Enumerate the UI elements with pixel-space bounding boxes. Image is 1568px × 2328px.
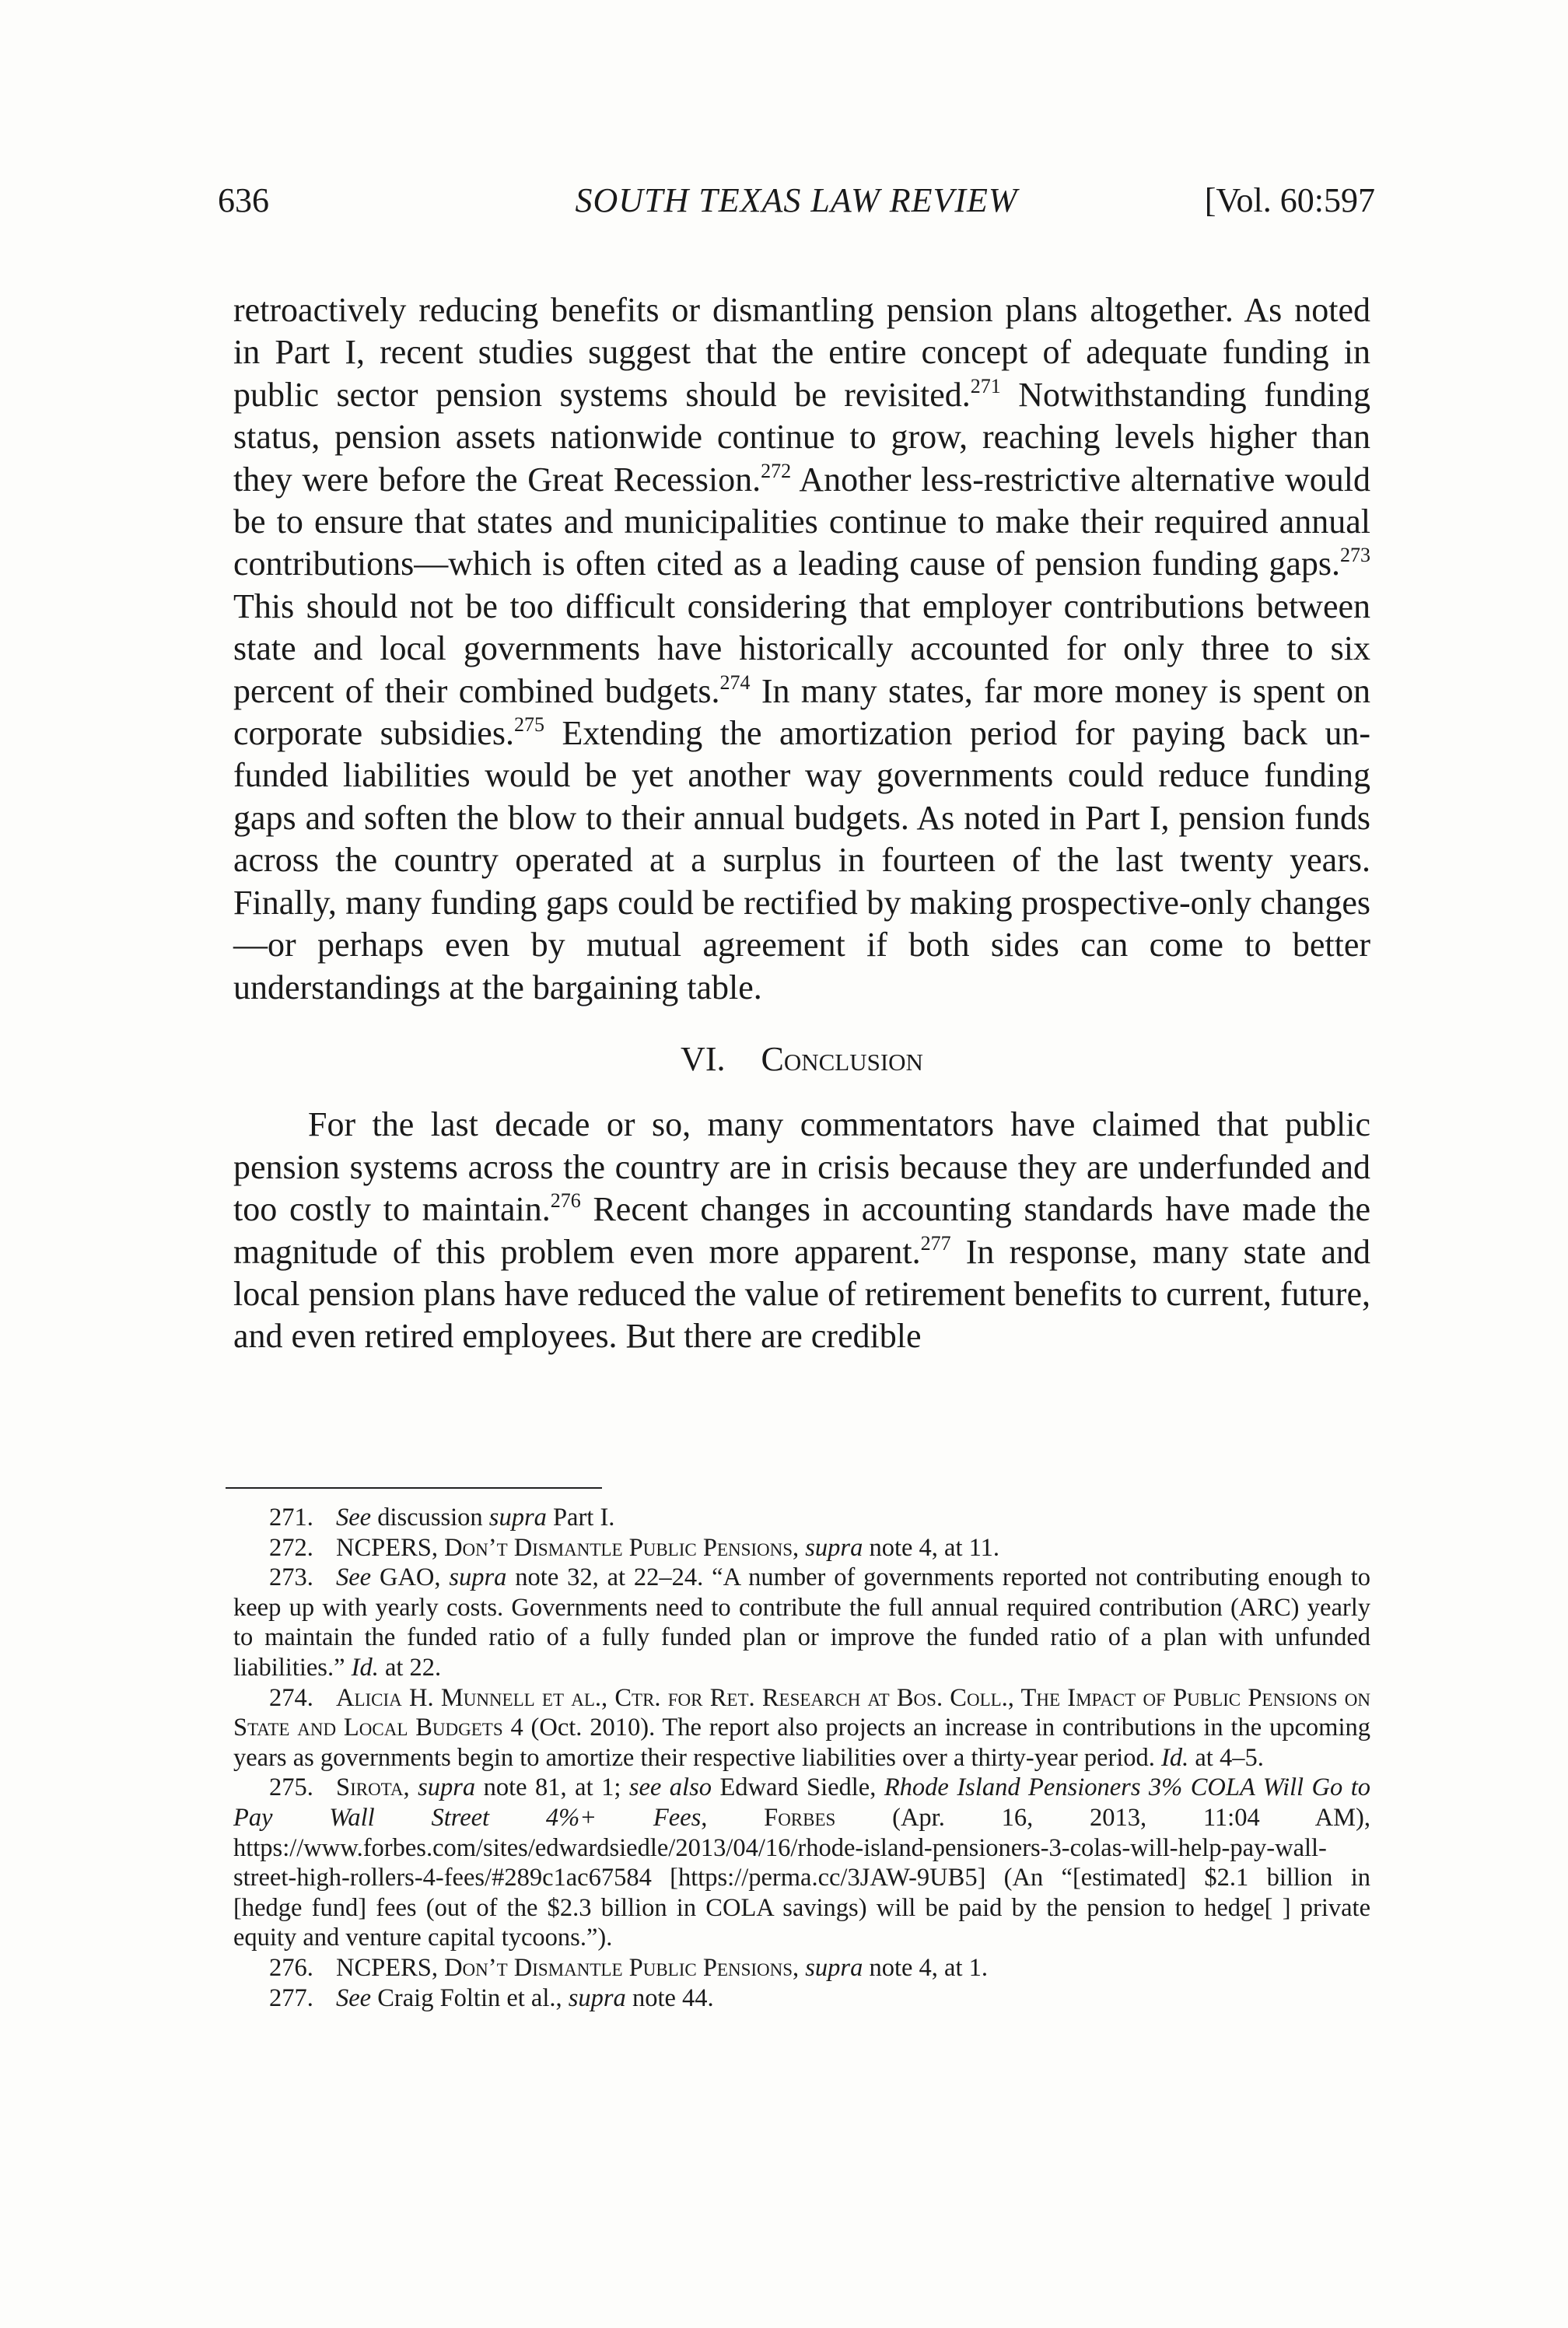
footnotes [233, 1503, 1370, 2013]
footnote-ref-276[interactable]: 276 [550, 1189, 581, 1213]
footnote-272: 272. NCPERS, Don’t Dismantle Public Pensions, supra note 4, at 11. [269, 1533, 1000, 1562]
footnote-ref-273[interactable]: 273 [1340, 544, 1370, 567]
main-text [233, 289, 1370, 1358]
footnote-274: 274. Alicia H. Munnell et al., Ctr. for Ret. Research at Bos. Coll., The Impact of Public Pensions on State and Local Budgets 4 (Oct. 2010). The report also projects an increase in contributions in the upcoming years as governments begin to amortize their respective liabilities over a thirty-year period. Id. at 4–5. [233, 1683, 1370, 1772]
footnote-273: 273. See GAO, supra note 32, at 22–24. “A number of governments reported not contributing enough to keep up with yearly costs. Governments need to contribute the full annual required contribution (ARC) yearly to maintain the funded ratio of a fully funded plan or improve the funded ratio of a plan with unfunded liabilities.” Id. at 22. [233, 1563, 1370, 1682]
journal-title: SOUTH TEXAS LAW REVIEW [575, 181, 1018, 219]
footnote-divider [226, 1487, 602, 1489]
running-header [218, 177, 1375, 224]
footnote-271: 271. See discussion supra Part I. [269, 1504, 615, 1532]
section-title: Conclusion [761, 1039, 923, 1078]
footnote-ref-275[interactable]: 275 [513, 713, 544, 737]
footnote-ref-277[interactable]: 277 [920, 1231, 951, 1255]
paragraph-2: For the last decade or so, many commentators have claimed that public pension systems across the country are in crisis because they are underfunded and too costly to maintain.$^{276}$ Recent changes in accounting standards have made the magnitude of this problem even more apparent.$^{277}$ In response, many state and local pension plans have reduced the value of retirement benefits to current, future, and even retired employees. But there are credible [233, 1105, 1370, 1356]
volume-citation: [Vol. 60:597 [1204, 181, 1375, 219]
footnote-ref-271[interactable]: 271 [970, 374, 1001, 397]
section-number: VI. [681, 1039, 726, 1078]
page-number: 636 [218, 181, 269, 219]
footnote-ref-274[interactable]: 274 [719, 670, 751, 694]
paragraph-1: retroactively reducing benefits or dismantling pension plans altogether. As noted in Part I, recent studies suggest that the entire concept of adequate funding in public sector pension systems should be revisited.$^{271}$ Notwithstanding funding status, pension assets nationwide continue to grow, reaching levels higher than they were before the Great Recession.$^{272}$ Another less-restrictive alternative would be to ensure that states and municipalities continue to make their required annual contributions—which is often cited as a leading cause of pension funding gaps.$^{273}$ This should not be too difficult considering that employer contributions between state and local governments have historically accounted for only three to six percent of their combined budgets.$^{274}$ In many states, far more money is spent on corporate subsidies.$^{275}$ Extending the amortization period for paying back un-funded liabilities would be yet another way governments could reduce funding gaps and soften the blow to their annual budgets. As noted in Part I, pension funds across the country operated at a surplus in fourteen of the last twenty years. Finally, many funding gaps could be rectified by making prospective-only changes—or perhaps even by mutual agreement if both sides can come to better understandings at the bargaining table. [233, 291, 1371, 1006]
footnote-277: 277. See Craig Foltin et al., supra note 44. [269, 1983, 714, 2012]
section-heading [233, 1038, 1370, 1080]
footnote-275: 275. Sirota, supra note 81, at 1; see also Edward Siedle, Rhode Island Pensioners 3% COLA Will Go to Pay Wall Street 4%+ Fees, Forbes (Apr. 16, 2013, 11:04 AM), https://www.forbes.com/sites/edwardsiedle/2013/04/16/rhode-island-pensioners-3-colas-will-help-pay-wall-street-high-rollers-4-fees/#289c1ac67584 [https://perma.cc/3JAW-9UB5] (An “[estimated] $2.1 billion in [hedge fund] fees (out of the $2.3 billion in COLA savings) will be paid by the pension to hedge[ ] private equity and venture capital tycoons.”). [233, 1773, 1370, 1952]
footnote-ref-272[interactable]: 272 [761, 459, 792, 482]
footnote-276: 276. NCPERS, Don’t Dismantle Public Pensions, supra note 4, at 1. [269, 1953, 988, 1982]
